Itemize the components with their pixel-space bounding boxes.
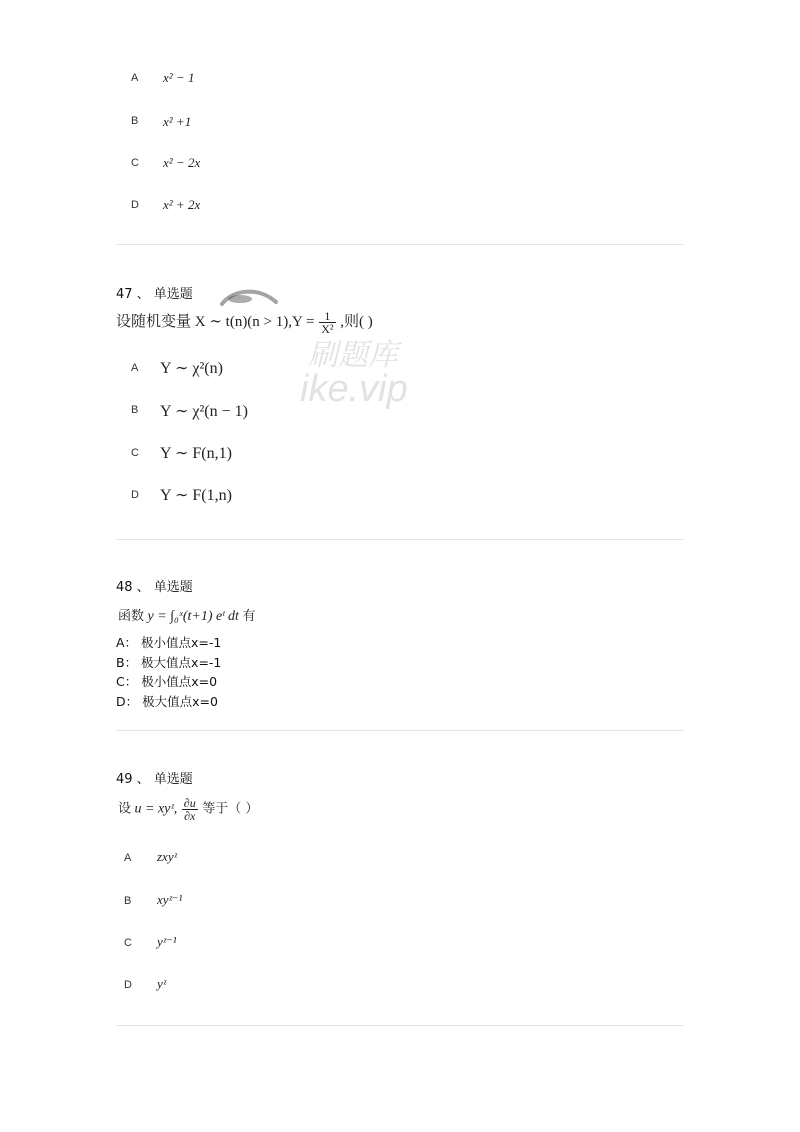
q49-frac-num: ∂u	[183, 796, 196, 810]
q46-option-b-letter: B	[131, 115, 139, 127]
q48-option-a: A： 极小值点x=-1	[116, 635, 222, 650]
q48-stem-prefix: 函数	[118, 609, 145, 624]
divider	[116, 539, 684, 540]
watermark-logo-icon	[218, 288, 280, 310]
q46-option-a-letter: A	[131, 72, 139, 84]
q47-option-b-letter: B	[131, 404, 139, 416]
q49-option-b-letter: B	[124, 895, 132, 907]
q46-option-c-letter: C	[131, 157, 139, 169]
q49-stem-prefix: 设	[118, 801, 132, 817]
divider	[116, 244, 684, 245]
q48-option-d: D： 极大值点x=0	[116, 694, 218, 709]
watermark-text-1: 刷题库	[308, 339, 398, 372]
q47-stem-suffix: ,则( )	[340, 314, 373, 330]
q49-option-a-letter: A	[124, 852, 132, 864]
q47-option-d-letter: D	[131, 489, 139, 501]
q47-option-a-letter: A	[131, 362, 139, 374]
q47-stem-prefix: 设随机变量 X ∼ t(n)(n > 1),Y =	[116, 314, 315, 330]
q49-option-d-formula: yᶻ	[157, 976, 166, 991]
q49-option-c-letter: C	[124, 937, 132, 949]
divider	[116, 1025, 684, 1026]
q48-stem-formula: y = ∫₀ˣ(t+1) eᵗ dt	[147, 609, 239, 624]
q49-stem-formula: u = xyᶻ,	[134, 801, 178, 817]
q46-option-b-formula: x² +1	[163, 114, 192, 129]
q49-stem	[118, 797, 258, 822]
q47-option-b-formula: Y ∼ χ²(n − 1)	[160, 403, 248, 420]
divider	[116, 730, 684, 731]
q46-option-a-formula: x² − 1	[163, 70, 195, 85]
q47-stem-fraction	[319, 310, 335, 335]
q49-option-d-letter: D	[124, 979, 132, 991]
q47-header: 47 、 单选题	[116, 287, 193, 302]
q48-option-c: C： 极小值点x=0	[116, 674, 218, 689]
q47-frac-num: 1	[324, 309, 331, 324]
q47-option-c-formula: Y ∼ F(n,1)	[160, 445, 232, 462]
q49-option-b-formula: xyᶻ⁻¹	[157, 892, 183, 907]
q49-frac-den: ∂x	[182, 809, 198, 822]
q47-option-d-formula: Y ∼ F(1,n)	[160, 487, 232, 504]
q47-option-c-letter: C	[131, 447, 139, 459]
q49-stem-suffix: 等于（ ）	[202, 801, 259, 817]
q47-frac-den: X²	[321, 322, 334, 337]
q46-option-d-letter: D	[131, 199, 139, 211]
q47-option-a-formula: Y ∼ χ²(n)	[160, 360, 223, 377]
q47-stem	[116, 310, 373, 335]
q48-stem-suffix: 有	[242, 609, 256, 624]
watermark-text-2: ike.vip	[300, 368, 408, 410]
q46-option-c-formula: x² − 2x	[163, 155, 201, 170]
q48-stem	[118, 605, 255, 625]
q49-option-c-formula: yᶻ⁻¹	[157, 934, 177, 949]
q49-header: 49 、 单选题	[116, 772, 193, 787]
q46-option-d-formula: x² + 2x	[163, 197, 201, 212]
q49-stem-fraction	[182, 797, 198, 822]
q48-header: 48 、 单选题	[116, 580, 193, 595]
q49-option-a-formula: zxyᶻ	[157, 849, 177, 864]
q48-option-b: B： 极大值点x=-1	[116, 655, 222, 670]
